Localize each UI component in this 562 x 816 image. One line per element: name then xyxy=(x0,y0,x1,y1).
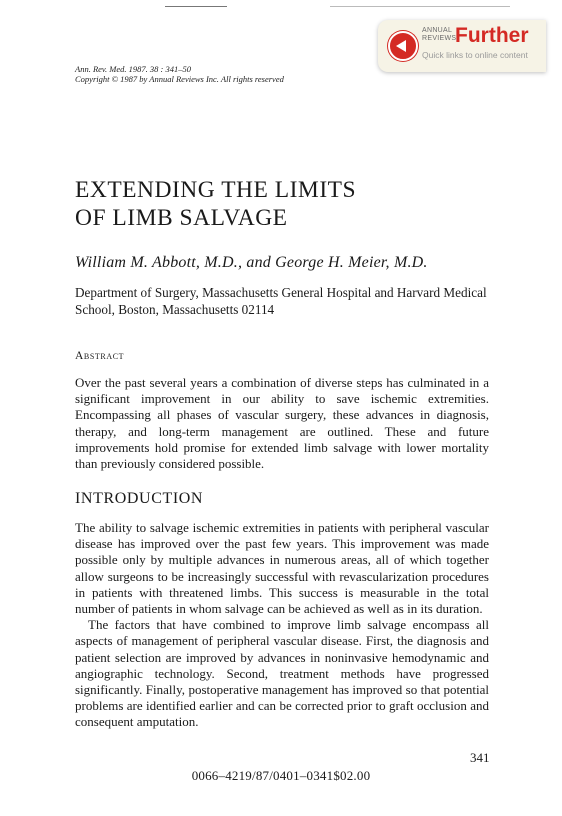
abstract-heading: Abstract xyxy=(75,350,125,362)
scan-mark-right xyxy=(330,6,510,7)
citation-line-2: Copyright © 1987 by Annual Reviews Inc. All rights reserved xyxy=(75,74,284,84)
body-text xyxy=(75,520,489,731)
annual-reviews-further-banner[interactable] xyxy=(378,20,546,72)
section-heading-introduction: INTRODUCTION xyxy=(75,490,204,507)
banner-further: Further xyxy=(455,24,529,47)
banner-reviews: REVIEWS xyxy=(422,35,457,42)
page-number: 341 xyxy=(470,750,490,765)
authors: William M. Abbott, M.D., and George H. Meier, M.D. xyxy=(75,254,428,271)
citation xyxy=(75,64,284,84)
citation-line-1: Ann. Rev. Med. 1987. 38 : 341–50 xyxy=(75,64,191,74)
article-title xyxy=(75,176,356,232)
abstract-text: Over the past several years a combination of diverse steps has culminated in a significant improvement in our ability to save ischemic extremities. Encompassing all phases of vascular surgery, these advances in diagnosis, therapy, and long-term management are outlined. These and future improvements hold promise for extended limb salvage with lower mortality than previously considered possible. xyxy=(75,375,489,472)
title-line-1: EXTENDING THE LIMITS xyxy=(75,177,357,203)
title-line-2: OF LIMB SALVAGE xyxy=(75,205,288,231)
article-code: 0066–4219/87/0401–0341$02.00 xyxy=(191,768,371,783)
paragraph-2: The factors that have combined to improve limb salvage encompass all aspects of management of peripheral vascular disease. First, the diagnosis and patient selection are improved by advances in noninvasive hemodynamic and angiographic technology. Second, treatment methods have progressed significantly. Finally, postoperative management has improved so that potential problems are identified earlier and can be corrected prior to graft occlusion and consequent amputation. xyxy=(75,617,489,730)
play-icon xyxy=(388,31,418,61)
affiliation: Department of Surgery, Massachusetts General Hospital and Harvard Medical School, Boston, Massachusetts 02114 xyxy=(75,285,487,317)
banner-annual: ANNUAL xyxy=(422,27,453,34)
scan-mark-left xyxy=(165,6,227,7)
banner-quick-links: Quick links to online content xyxy=(422,50,528,60)
paragraph-1: The ability to salvage ischemic extremities in patients with peripheral vascular disease has improved over the past few years. This improvement was made possible only by multiple advances in numerous areas, all of which together allow surgeons to be increasingly successful with revascularization procedures in patients with threatened limbs. This success is measurable in the total number of patients in whom salvage can be achieved as well as in its duration. xyxy=(75,520,489,617)
banner-brand xyxy=(422,27,456,43)
